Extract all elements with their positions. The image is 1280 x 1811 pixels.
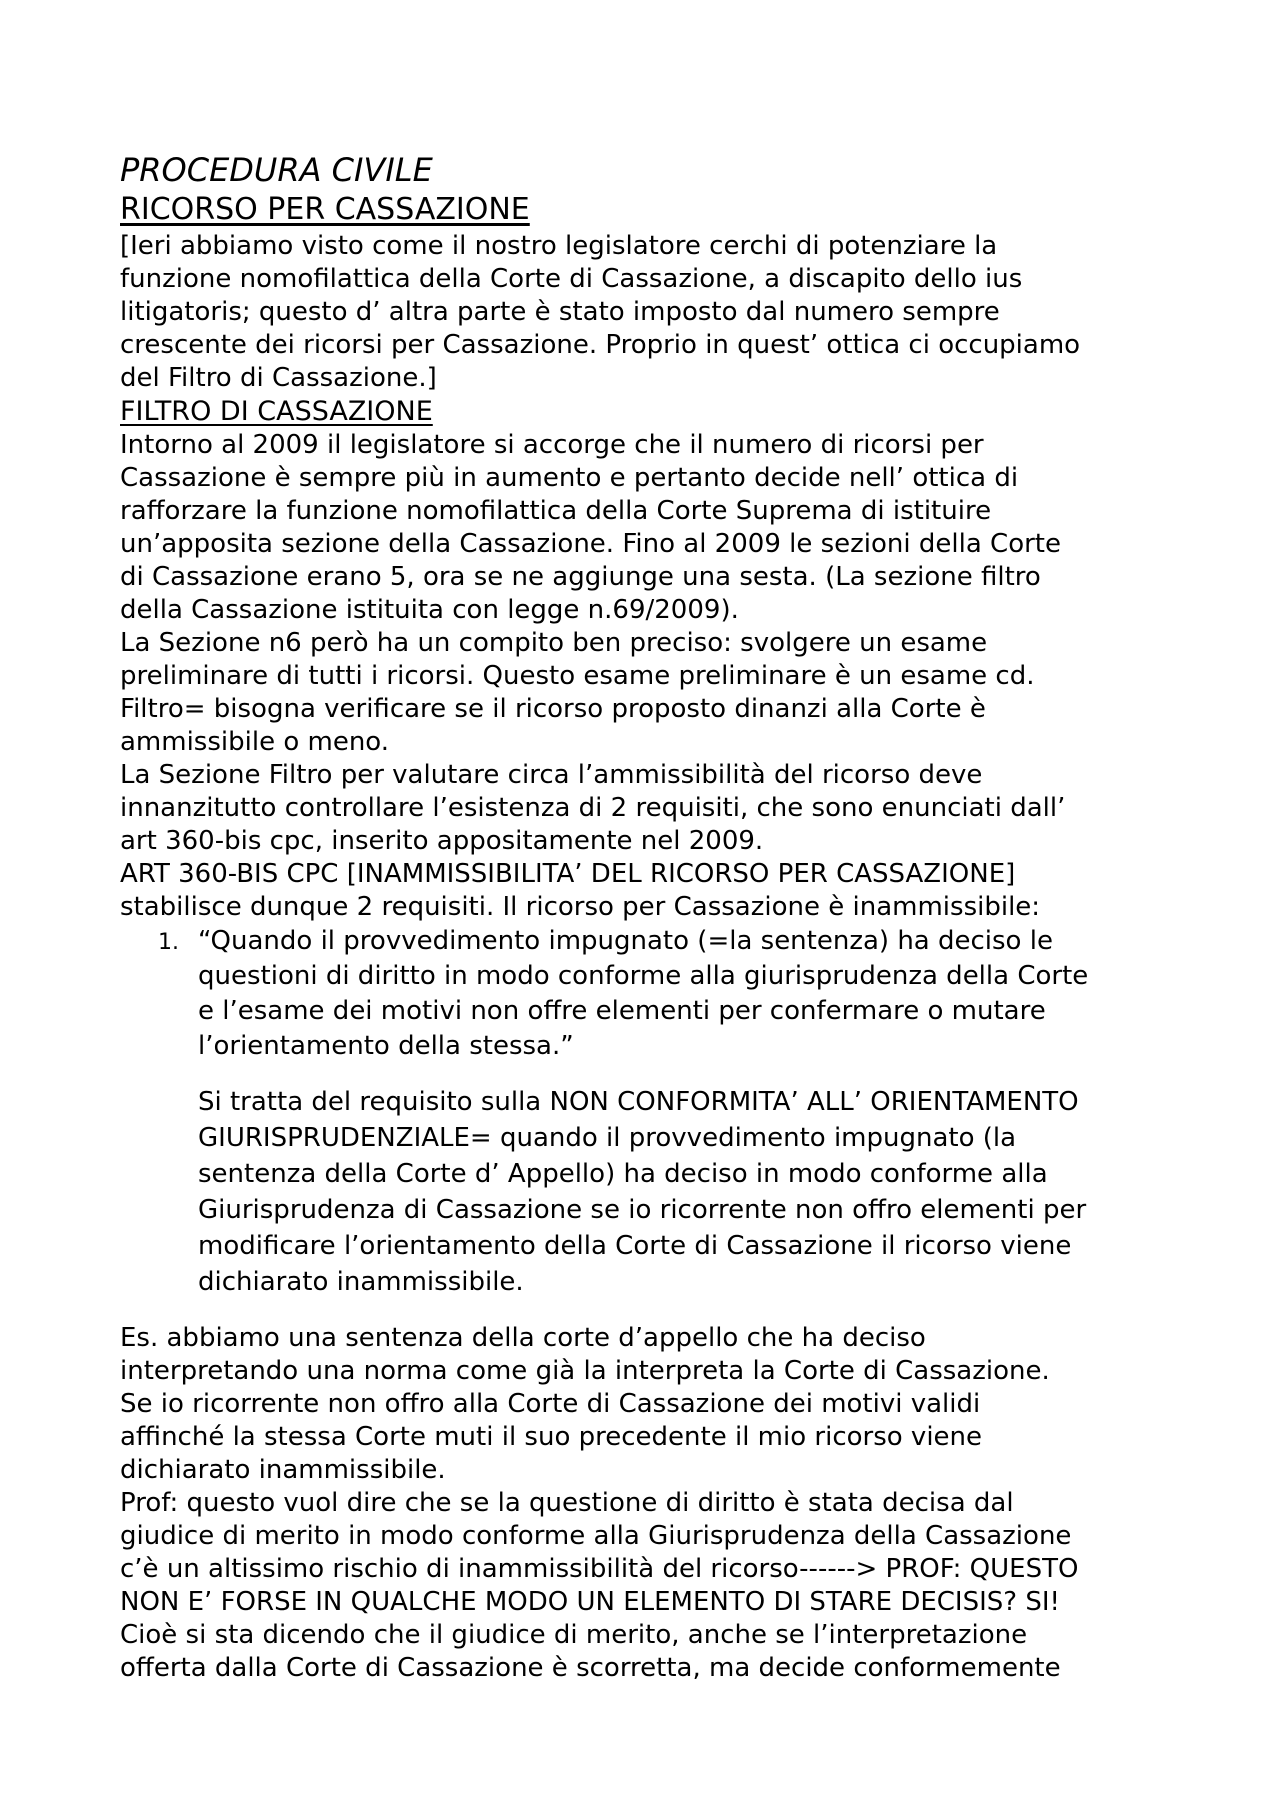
list-item-quote: “Quando il provvedimento impugnato (=la sentenza) ha deciso le questioni di diritto in modo conforme alla giurisprudenza della Corte e l’esame dei motivi non offre elementi per confermare o mutare l’orientamento della stessa.” <box>198 926 1089 1061</box>
paragraph-prof: Prof: questo vuol dire che se la questione di diritto è stata decisa dal giudice di merito in modo conforme alla Giurisprudenza della Cassazione c’è un altissimo rischio di inammissibilità del ricorso------> PROF: QUESTO NON E’ FORSE IN QUALCHE MODO UN ELEMENTO DI STARE DECISIS? SI! Cioè si sta dicendo che il giudice di merito, anche se l’interpretazione offerta dalla Corte di Cassazione è scorretta, ma decide conformemente <box>120 1488 1079 1683</box>
intro-paragraph: [Ieri abbiamo visto come il nostro legislatore cerchi di potenziare la funzione nomofilattica della Corte di Cassazione, a discapito dello ius litigatoris; questo d’ altra parte è stato imposto dal numero sempre crescente dei ricorsi per Cassazione. Proprio in quest’ ottica ci occupiamo del Filtro di Cassazione.] <box>120 231 1081 393</box>
requisiti-list <box>120 924 1180 1300</box>
list-number: 1. <box>158 930 179 955</box>
heading-ricorso-per-cassazione: RICORSO PER CASSAZIONE <box>120 192 530 227</box>
paragraph-requisiti: La Sezione Filtro per valutare circa l’ammissibilità del ricorso deve innanzitutto controllare l’esistenza di 2 requisiti, che sono enunciati dall’ art 360-bis cpc, inserito appositamente nel 2009. <box>120 760 1066 856</box>
list-item-explanation: Si tratta del requisito sulla NON CONFORMITA’ ALL’ ORIENTAMENTO GIURISPRUDENZIALE= quando il provvedimento impugnato (la sentenza della Corte d’ Appello) ha deciso in modo conforme alla Giurisprudenza di Cassazione se io ricorrente non offro elementi per modificare l’orientamento della Corte di Cassazione il ricorso viene dichiarato inammissibile. <box>198 1087 1087 1297</box>
document-page <box>120 150 1180 1685</box>
paragraph-2009: Intorno al 2009 il legislatore si accorge che il numero di ricorsi per Cassazione è sempre più in aumento e pertanto decide nell’ ottica di rafforzare la funzione nomofilattica della Corte Suprema di istituire un’apposita sezione della Cassazione. Fino al 2009 le sezioni della Corte di Cassazione erano 5, ora se ne aggiunge una sesta. (La sezione filtro della Cassazione istituita con legge n.69/2009). <box>120 430 1061 625</box>
paragraph-esempio: Es. abbiamo una sentenza della corte d’appello che ha deciso interpretando una norma come già la interpreta la Corte di Cassazione. Se io ricorrente non offro alla Corte di Cassazione dei motivi validi affinché la stessa Corte muti il suo precedente il mio ricorso viene dichiarato inammissibile. <box>120 1323 1050 1485</box>
list-item <box>120 924 1180 1300</box>
document-title: PROCEDURA CIVILE <box>120 151 433 189</box>
paragraph-art-360-bis: ART 360-BIS CPC [INAMMISSIBILITA’ DEL RICORSO PER CASSAZIONE] stabilisce dunque 2 requisiti. Il ricorso per Cassazione è inammissibile: <box>120 859 1041 922</box>
paragraph-sezione-n6: La Sezione n6 però ha un compito ben preciso: svolgere un esame preliminare di tutti i ricorsi. Questo esame preliminare è un esame cd. Filtro= bisogna verificare se il ricorso proposto dinanzi alla Corte è ammissibile o meno. <box>120 628 1035 757</box>
heading-filtro-di-cassazione: FILTRO DI CASSAZIONE <box>120 396 433 427</box>
